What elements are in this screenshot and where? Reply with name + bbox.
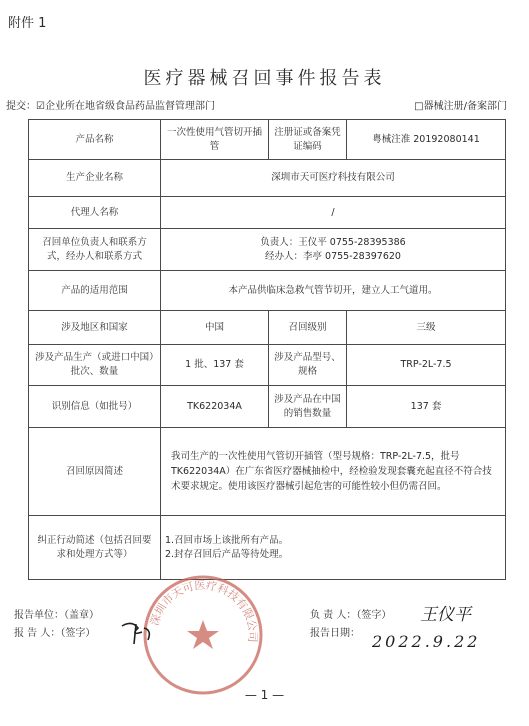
model-value: TRP-2L-7.5	[347, 345, 506, 386]
page-title: 医疗器械召回事件报告表	[143, 68, 386, 89]
batch-label: 涉及产品生产（或进口中国）批次、数量	[29, 345, 161, 386]
recall-level-value: 三级	[347, 311, 506, 345]
action-item-2: 2.封存召回后产品等待处理。	[165, 548, 289, 560]
submit-line	[6, 97, 215, 112]
contact-label: 召回单位负责人和联系方式，经办人和联系方式	[29, 229, 161, 271]
action-item-1: 1.召回市场上该批所有产品。	[165, 534, 289, 546]
agent-label: 代理人名称	[29, 197, 161, 229]
model-label: 涉及产品型号、规格	[269, 345, 347, 386]
responsible-signature: 王仪平	[420, 605, 471, 625]
company-seal-stamp	[140, 572, 266, 698]
manufacturer-label: 生产企业名称	[29, 160, 161, 197]
batch-value: 1 批、137 套	[161, 345, 269, 386]
reason-value: 我司生产的一次性使用气管切开插管（型号规格：TRP-2L-7.5，批号 TK622034A）在广东省医疗器械抽检中，经检验发现套囊充起直径不符合技术要求规定。使用该医疗器械引起危害的可能性较小但仍需召回。	[161, 428, 506, 516]
id-label: 识别信息（如批号）	[29, 386, 161, 428]
seal-text: 深圳市天可医疗科技有限公司	[147, 578, 260, 643]
submit-label: 提交：	[6, 101, 36, 112]
region-label: 涉及地区和国家	[29, 311, 161, 345]
handwritten-date: 2022.9.22	[372, 632, 481, 651]
seal-star-icon	[187, 620, 219, 649]
responsible-label: 负 责 人：（签字）	[310, 610, 392, 621]
agent-value: /	[161, 197, 506, 229]
scope-value: 本产品供临床急救气管节切开，建立人工气道用。	[161, 271, 506, 311]
sales-value: 137 套	[347, 386, 506, 428]
contact-person: 负责人：王仪平 0755-28395386	[260, 236, 406, 248]
contact-handler: 经办人：李亭 0755-28397620	[265, 250, 401, 262]
report-date-label: 报告日期：	[310, 628, 360, 639]
reg-cert-label: 注册证或备案凭证编码	[269, 120, 347, 160]
reporter-label: 报 告 人：（签字）	[14, 628, 96, 639]
attachment-label: 附件 1	[8, 16, 47, 31]
reg-cert-value: 粤械注准 20192080141	[347, 120, 506, 160]
reason-label: 召回原因简述	[29, 428, 161, 516]
manufacturer-value: 深圳市天可医疗科技有限公司	[161, 160, 506, 197]
action-label: 纠正行动简述（包括召回要求和处理方式等）	[29, 516, 161, 580]
region-value: 中国	[161, 311, 269, 345]
contact-value	[161, 229, 506, 271]
recall-level-label: 召回级别	[269, 311, 347, 345]
page-number: — 1 —	[244, 688, 285, 702]
scope-label: 产品的适用范围	[29, 271, 161, 311]
product-name-value: 一次性使用气管切开插管	[161, 120, 269, 160]
submit-option-provincial: ☑企业所在地省级食品药品监督管理部门	[36, 101, 215, 112]
reporter-signature-scribble	[118, 618, 158, 648]
id-value: TK622034A	[161, 386, 269, 428]
action-value	[161, 516, 506, 580]
product-name-label: 产品名称	[29, 120, 161, 160]
recall-report-table	[28, 119, 506, 580]
sales-label: 涉及产品在中国的销售数量	[269, 386, 347, 428]
submit-option-registration: □器械注册/备案部门	[414, 101, 507, 112]
report-unit-label: 报告单位：（盖章）	[14, 610, 99, 621]
